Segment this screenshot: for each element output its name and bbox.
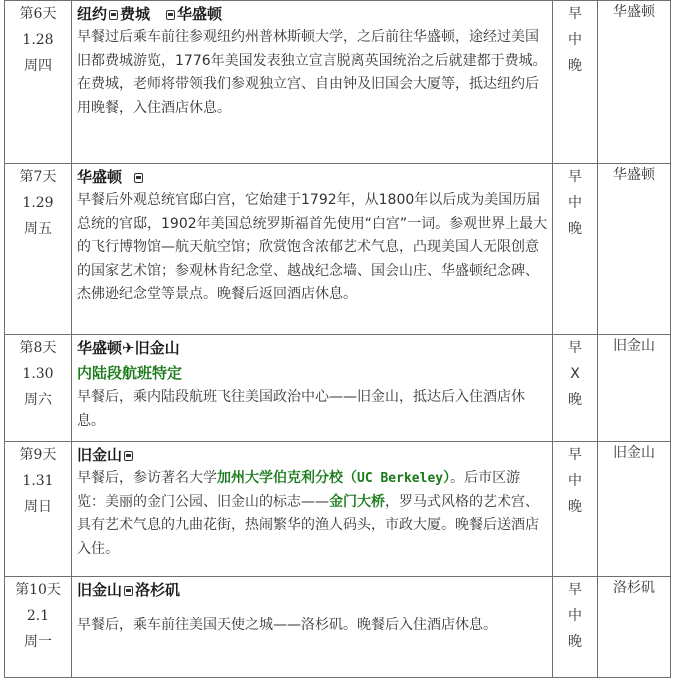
university-name: 加州大学伯克利分校（UC Berkeley）: [217, 470, 451, 486]
day-cell: [5, 1, 72, 164]
day-weekday: 周五: [24, 221, 52, 237]
city-cell: 华盛顿: [598, 164, 671, 335]
day-number: 第10天: [15, 582, 61, 598]
day-weekday: 周日: [24, 499, 52, 515]
bus-icon: [166, 10, 175, 20]
description-cell: [72, 577, 553, 678]
bus-icon: [124, 451, 133, 461]
city-cell: 旧金山: [598, 335, 671, 442]
bus-icon: [109, 10, 118, 20]
day-date: 1.29: [22, 195, 54, 211]
day-description: 早餐后外观总统官邸白宫，它始建于1792年，从1800年以后成为美国历届总统的官邸，1902年美国总统罗斯福首先使用“白宫”一词。参观世界上最大的飞行博物馆—航天航空馆；欣赏饱含浓郁艺术气息，凸现美国人无限创意的国家艺术馆；参观林肯纪念堂、越战纪念墙、国会山庄、华盛顿纪念碑、杰佛逊纪念堂等景点。晚餐后返回酒店休息。: [77, 192, 548, 302]
description-cell: [72, 1, 553, 164]
day-date: 2.1: [26, 608, 50, 624]
bus-icon: [124, 586, 133, 596]
day-cell: [5, 164, 72, 335]
meals-cell: 早 中 晚: [553, 577, 598, 678]
day-date: 1.28: [22, 32, 54, 48]
route-title: 华盛顿: [77, 166, 548, 189]
day-date: 1.30: [22, 366, 54, 382]
itinerary-table: [4, 0, 671, 678]
meals-cell: 早 中 晚: [553, 1, 598, 164]
route-title: 华盛顿✈旧金山: [77, 339, 180, 357]
city-cell: 洛杉矶: [598, 577, 671, 678]
day-number: 第8天: [19, 340, 57, 356]
day-description: 早餐后，参访著名大学加州大学伯克利分校（UC Berkeley）。后市区游览：美丽的金门公园、旧金山的标志——金门大桥，罗马式风格的艺术宫、具有艺术气息的九曲花街，热闹繁华的渔人码头，市政大厦。晚餐后送酒店入住。: [77, 470, 539, 557]
city-cell: 华盛顿: [598, 1, 671, 164]
meals-cell: 早 中 晚: [553, 164, 598, 335]
bus-icon: [134, 173, 143, 183]
route-title: 纽约 费城 华盛顿: [77, 5, 223, 23]
route-title: 旧金山 洛杉矶: [77, 581, 181, 599]
day-weekday: 周六: [24, 392, 52, 408]
day-description: 早餐后，乘内陆段航班飞往美国政治中心——旧金山，抵达后入住酒店休息。: [77, 389, 525, 429]
golden-gate-name: 金门大桥: [329, 493, 385, 510]
day-description: 早餐过后乘车前往参观纽约州普林斯顿大学，之后前往华盛顿，途经过美国旧都费城游览，1776年美国发表独立宣言脱离英国统治之后就建都于费城。在费城，老师将带领我们参观独立宫、自由钟及旧国会大厦等，抵达纽约后用晚餐，入住酒店休息。: [77, 29, 547, 116]
table-row: [5, 1, 671, 164]
description-cell: [72, 164, 553, 335]
table-row: [5, 164, 671, 335]
route-title: 旧金山: [77, 444, 548, 467]
day-number: 第7天: [19, 169, 57, 185]
table-row: [5, 442, 671, 577]
day-cell: [5, 335, 72, 442]
city-cell: 旧金山: [598, 442, 671, 577]
day-date: 1.31: [22, 473, 54, 489]
day-cell: [5, 442, 72, 577]
day-number: 第6天: [19, 6, 57, 22]
description-cell: [72, 335, 553, 442]
meals-cell: 早 中 晚: [553, 442, 598, 577]
table-row: [5, 335, 671, 442]
day-weekday: 周一: [24, 634, 52, 650]
table-row: [5, 577, 671, 678]
day-cell: [5, 577, 72, 678]
day-number: 第9天: [19, 447, 57, 463]
day-weekday: 周四: [24, 58, 52, 74]
flight-note: 内陆段航班特定: [77, 364, 183, 382]
meals-cell: 早 X 晚: [553, 335, 598, 442]
description-cell: [72, 442, 553, 577]
day-description: 早餐后，乘车前往美国天使之城——洛杉矶。晚餐后入住酒店休息。: [77, 617, 497, 633]
